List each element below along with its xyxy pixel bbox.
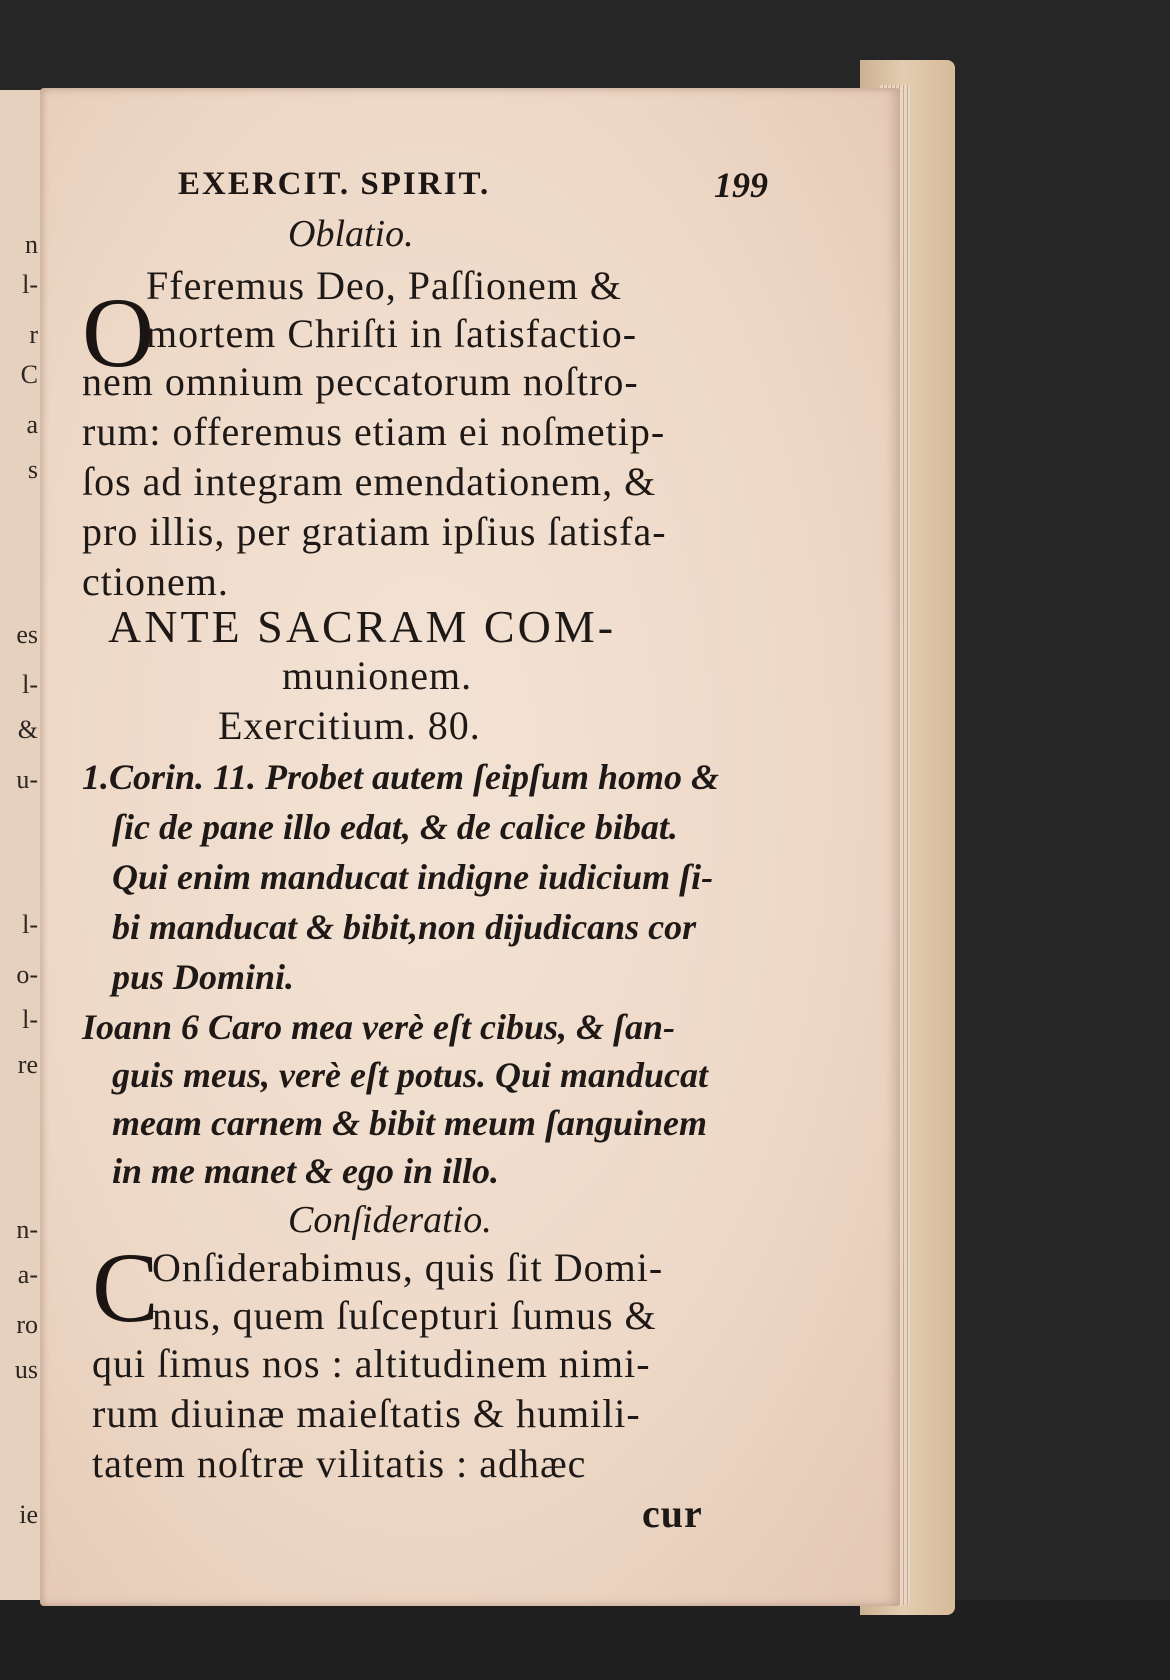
- catchword: cur: [642, 1491, 703, 1536]
- fragment: l-: [22, 910, 38, 939]
- fragment: l-: [22, 270, 38, 299]
- fragment: u-: [16, 765, 38, 794]
- fragment: s: [27, 455, 38, 484]
- drop-cap-c: C: [92, 1232, 159, 1343]
- oblatio-heading: Oblatio.: [288, 213, 414, 255]
- scripture-line: Ioann 6 Caro mea verè eſt cibus, & ſan-: [82, 1007, 675, 1047]
- text-line: rum diuinæ maieſtatis & humili-: [92, 1391, 641, 1436]
- fragment: l-: [22, 670, 38, 699]
- fragment: &: [17, 715, 38, 744]
- exercise-number: Exercitium. 80.: [218, 703, 481, 748]
- section-title-continued: munionem.: [282, 653, 473, 698]
- fragment: n-: [16, 1215, 38, 1244]
- scripture-line: bi manducat & bibit,non dijudicans cor: [112, 907, 697, 947]
- fragment: ie: [19, 1500, 38, 1529]
- consideratio-heading: Conſideratio.: [288, 1199, 492, 1241]
- fragment: es: [16, 620, 38, 649]
- text-line: Fferemus Deo, Paſſionem &: [146, 263, 623, 308]
- fragment: us: [14, 1355, 38, 1384]
- fragment: re: [17, 1050, 38, 1079]
- text-line: Onſiderabimus, quis ſit Domi-: [152, 1245, 664, 1290]
- scripture-line: Qui enim manducat indigne iudicium ſi-: [112, 857, 714, 897]
- text-line: tatem noſtræ vilitatis : adhæc: [92, 1441, 587, 1486]
- drop-cap-o: O: [82, 277, 155, 388]
- fragment: C: [20, 360, 38, 389]
- text-line: nus, quem ſuſcepturi ſumus &: [152, 1293, 657, 1338]
- section-title: ANTE SACRAM COM-: [108, 601, 617, 652]
- text-line: rum: offeremus etiam ei noſmetip-: [82, 409, 666, 454]
- text-line: pro illis, per gratiam ipſius ſatisfa-: [82, 509, 667, 554]
- text-line: mortem Chriſti in ſatisfactio-: [146, 311, 638, 356]
- text-line: ſos ad integram emendationem, &: [82, 459, 657, 504]
- scripture-line: meam carnem & bibit meum ſanguinem: [112, 1103, 708, 1143]
- fragment: ro: [16, 1310, 38, 1339]
- fragment: r: [29, 320, 38, 349]
- running-title: EXERCIT. SPIRIT.: [178, 166, 491, 202]
- running-header: [178, 166, 768, 210]
- table-surface: [0, 1600, 1170, 1680]
- scripture-line: guis meus, verè eſt potus. Qui manducat: [112, 1055, 709, 1095]
- text-line: qui ſimus nos : altitudinem nimi-: [92, 1341, 651, 1386]
- scripture-line: ſic de pane illo edat, & de calice bibat.: [112, 807, 678, 847]
- fragment: a-: [17, 1260, 38, 1289]
- scripture-line: pus Domini.: [112, 957, 295, 997]
- scripture-line: in me manet & ego in illo.: [112, 1151, 500, 1191]
- fragment: o-: [16, 960, 38, 989]
- page-number: 199: [714, 165, 768, 205]
- fragment: l-: [22, 1005, 38, 1034]
- scripture-line: 1.Corin. 11. Probet autem ſeipſum homo &: [82, 757, 720, 797]
- fragment: n: [25, 230, 38, 259]
- text-line: ctionem.: [82, 559, 229, 604]
- fragment: a: [26, 410, 38, 439]
- text-line: nem omnium peccatorum noſtro-: [82, 359, 639, 404]
